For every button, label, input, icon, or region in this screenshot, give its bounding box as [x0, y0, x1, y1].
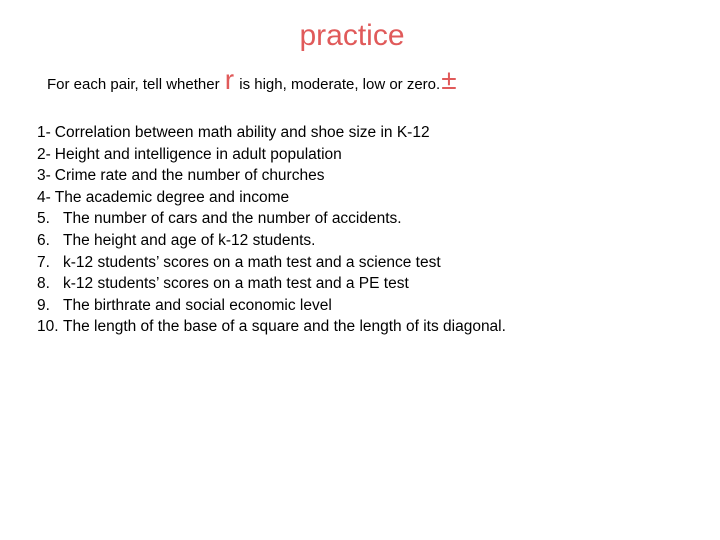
list-item — [37, 295, 506, 317]
list-item-number: 1- — [37, 124, 51, 141]
list-item-text: The number of cars and the number of accidents. — [63, 210, 402, 228]
list-item — [37, 208, 506, 230]
list-item — [37, 122, 506, 144]
list-item — [37, 230, 506, 252]
list-item-text: The academic degree and income — [54, 188, 290, 206]
instruction-text-after: is high, moderate, low or zero. — [235, 76, 441, 93]
list-item-text: Crime rate and the number of churches — [54, 167, 325, 185]
list-item-number: 10. — [37, 318, 59, 336]
list-item — [37, 252, 506, 274]
list-item-text: The birthrate and social economic level — [63, 296, 332, 314]
slide-title — [0, 18, 720, 54]
question-list — [37, 122, 506, 338]
list-item — [37, 273, 506, 295]
list-item — [37, 316, 506, 338]
list-item-number: 2- — [37, 145, 51, 163]
list-item-number: 3- — [37, 167, 51, 185]
list-item — [37, 144, 506, 166]
list-item-text: The length of the base of a square and the length of its diagonal. — [63, 318, 506, 336]
list-item-text: Correlation between math ability and shoe size in K-12 — [54, 124, 430, 141]
slide-title-text: practice — [299, 19, 405, 52]
plus-minus-symbol: ± — [441, 64, 457, 95]
instruction-line — [47, 62, 457, 103]
list-item-text: The height and age of k-12 students. — [63, 231, 316, 249]
instruction-text-before: For each pair, tell whether — [47, 76, 224, 93]
list-item-number: 6. — [37, 231, 50, 249]
list-item-number: 9. — [37, 296, 50, 314]
list-item — [37, 187, 506, 209]
list-item-text: Height and intelligence in adult population — [54, 145, 342, 163]
list-item-number: 8. — [37, 275, 50, 293]
list-item — [37, 165, 506, 187]
list-item-text: k-12 students’ scores on a math test and a science test — [63, 253, 441, 271]
list-item-number: 7. — [37, 253, 50, 271]
list-item-text: k-12 students’ scores on a math test and a PE test — [63, 275, 409, 293]
list-item-number: 5. — [37, 210, 50, 228]
list-item-number: 4- — [37, 188, 51, 206]
correlation-r-symbol: r — [224, 64, 235, 95]
